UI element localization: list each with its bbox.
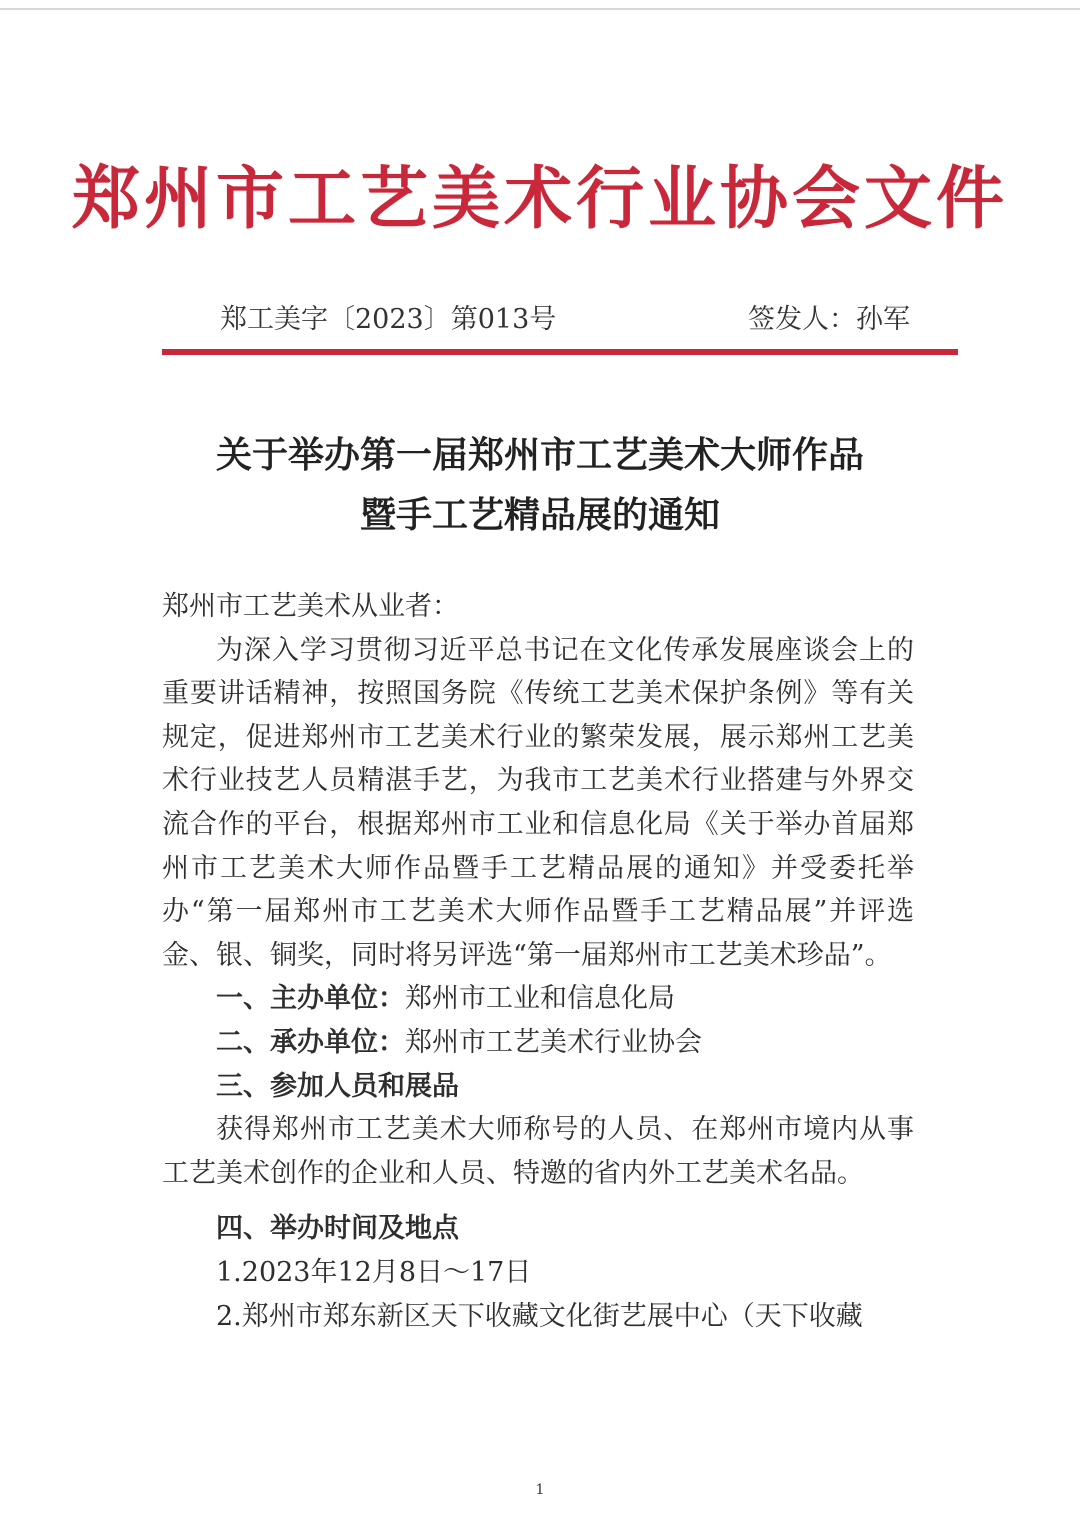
section-organizer [162, 977, 914, 1021]
document-header-title: 郑州市工艺美术行业协会文件 [71, 160, 1008, 239]
section-undertaker-value: 郑州市工艺美术行业协会 [405, 1026, 702, 1058]
intro-paragraph: 为深入学习贯彻习近平总书记在文化传承发展座谈会上的重要讲话精神，按照国务院《传统工艺美术保护条例》等有关规定，促进郑州市工艺美术行业的繁荣发展，展示郑州工艺美术行业技艺人员精湛手艺，为我市工艺美术行业搭建与外界交流合作的平台，根据郑州市工业和信息化局《关于举办首届郑州市工艺美术大师作品暨手工艺精品展的通知》并受委托举办“第一届郑州市工艺美术大师作品暨手工艺精品展”并评选金、银、铜奖，同时将另评选“第一届郑州市工艺美术珍品”。 [162, 634, 914, 971]
scan-edge [0, 8, 1080, 10]
section-organizer-value: 郑州市工业和信息化局 [405, 983, 675, 1015]
section-undertaker-label: 二、承办单位： [216, 1026, 405, 1058]
time-item: 1.2023年12月8日～17日 [216, 1256, 532, 1288]
section-undertaker [162, 1021, 914, 1065]
document-number: 郑工美字〔2023〕第013号 [220, 304, 557, 335]
notice-title-line2: 暨手工艺精品展的通知 [359, 495, 720, 536]
notice-title [162, 426, 918, 546]
section-organizer-label: 一、主办单位： [216, 983, 405, 1015]
red-divider-line [162, 349, 958, 355]
notice-title-line1: 关于举办第一届郑州市工艺美术大师作品 [215, 435, 864, 476]
place-item: 2.郑州市郑东新区天下收藏文化街艺展中心（天下收藏 [216, 1300, 863, 1332]
notice-body [162, 585, 914, 1338]
page-number: 1 [535, 1482, 545, 1498]
section-participants-text: 获得郑州市工艺美术大师称号的人员、在郑州市境内从事工艺美术创作的企业和人员、特邀的省内外工艺美术名品。 [162, 1114, 914, 1189]
section-time-place-heading: 四、举办时间及地点 [216, 1213, 459, 1245]
salutation: 郑州市工艺美术从业者： [162, 591, 459, 622]
section-participants-heading: 三、参加人员和展品 [216, 1070, 459, 1102]
issuer-signature: 签发人：孙军 [748, 304, 910, 335]
